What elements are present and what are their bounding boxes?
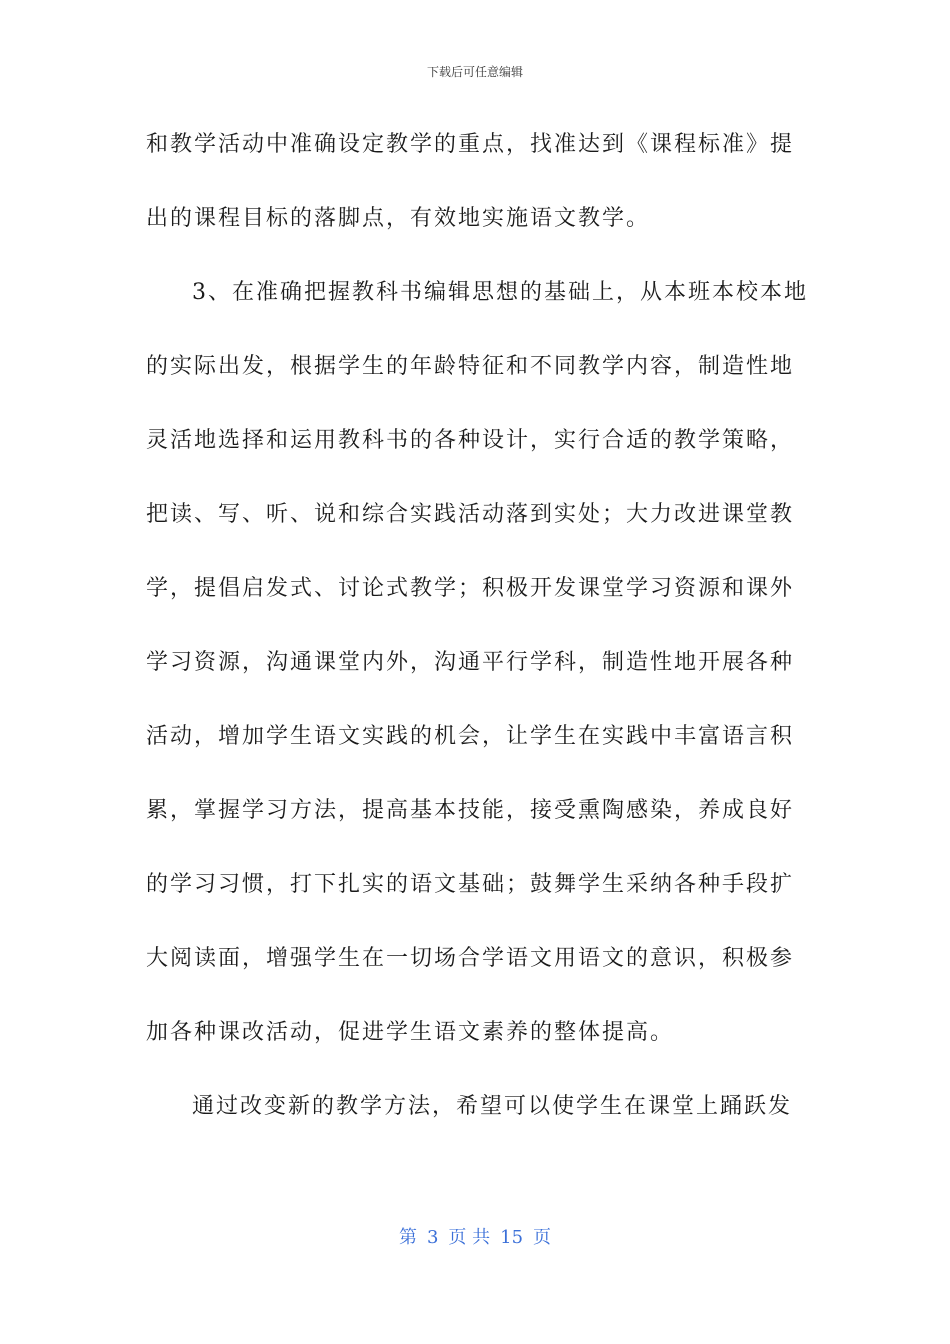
footer-middle: 页 共 [448,1227,491,1248]
footer-current-page: 3 [426,1227,439,1248]
text-line: 的学习习惯，打下扎实的语文基础；鼓舞学生采纳各种手段扩 [146,872,795,897]
text-line: 出的课程目标的落脚点，有效地实施语文教学。 [146,206,651,231]
text-line: 的实际出发，根据学生的年龄特征和不同教学内容，制造性地 [146,354,795,379]
text-line: 学习资源，沟通课堂内外，沟通平行学科，制造性地开展各种 [146,650,795,675]
page-footer [0,1226,950,1250]
footer-suffix: 页 [533,1227,552,1248]
text-line: 把读、写、听、说和综合实践活动落到实处；大力改进课堂教 [146,502,795,527]
footer-prefix: 第 [398,1227,417,1248]
text-line: 3、在准确把握教科书编辑思想的基础上，从本班本校本地 [192,280,808,305]
text-line: 和教学活动中准确设定教学的重点，找准达到《课程标准》提 [146,132,795,157]
text-line: 活动，增加学生语文实践的机会，让学生在实践中丰富语言积 [146,724,795,749]
text-line: 灵活地选择和运用教科书的各种设计，实行合适的教学策略， [146,428,795,453]
text-line: 学，提倡启发式、讨论式教学；积极开发课堂学习资源和课外 [146,576,795,601]
page-header-note: 下载后可任意编辑 [426,65,523,79]
text-line: 加各种课改活动，促进学生语文素养的整体提高。 [146,1020,675,1045]
text-line: 大阅读面，增强学生在一切场合学语文用语文的意识，积极参 [146,946,795,971]
document-body [146,118,816,1154]
footer-total-pages: 15 [500,1227,524,1248]
text-line: 累，掌握学习方法，提高基本技能，接受熏陶感染，养成良好 [146,798,795,823]
text-line: 通过改变新的教学方法，希望可以使学生在课堂上踊跃发 [192,1094,793,1119]
